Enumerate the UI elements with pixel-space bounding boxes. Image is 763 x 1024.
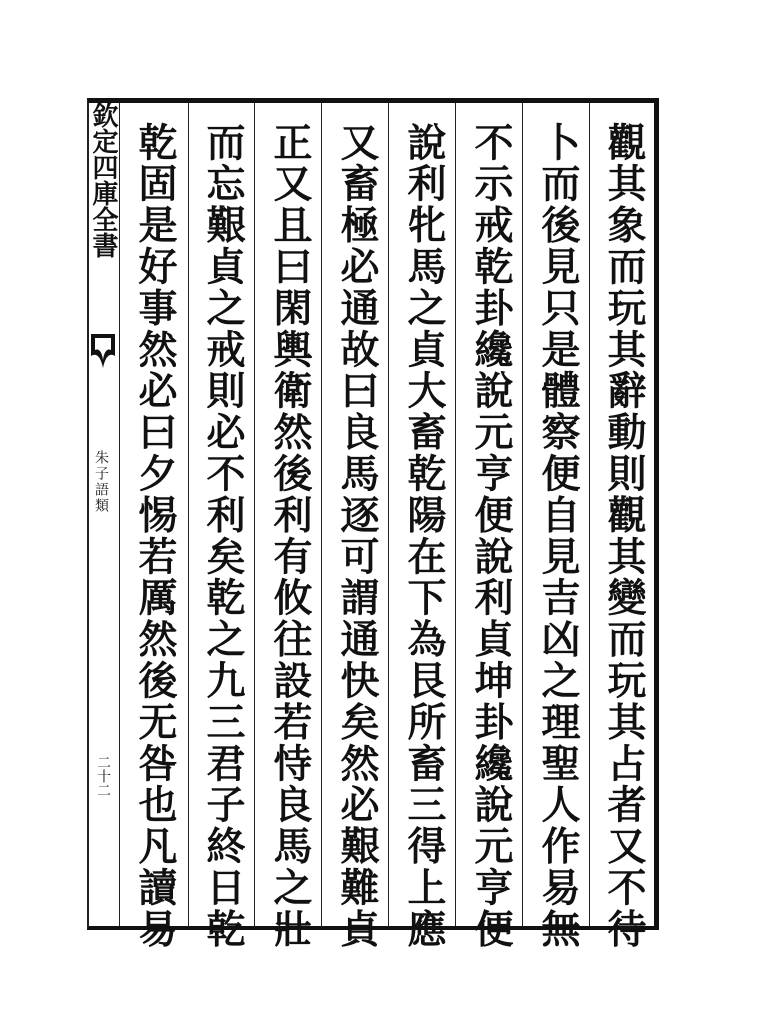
column-divider (321, 103, 322, 926)
text-column-1: 觀其象而玩其辭動則觀其變而玩其占者又不待 (601, 122, 647, 950)
column-divider (522, 103, 523, 926)
text-column-4: 說利牝馬之貞大畜乾陽在下為艮所畜三得上應 (401, 122, 447, 950)
column-divider (388, 103, 389, 926)
page-number: 二十二 (95, 755, 111, 797)
column-divider (589, 103, 590, 926)
fish-tail-mark-icon (87, 330, 119, 376)
text-column-5: 又畜極必通故曰良馬逐可謂通快矣然必艱難貞 (334, 122, 380, 950)
series-title: 欽定四庫全書 (88, 102, 118, 258)
column-divider (188, 103, 189, 926)
text-column-2: 卜而後見只是體察便自見吉凶之理聖人作易無 (535, 122, 581, 950)
column-divider (119, 103, 120, 926)
book-title: 朱子語類 (93, 450, 109, 514)
column-divider (254, 103, 255, 926)
text-column-6: 正又且曰閑輿衛然後利有攸往設若恃良馬之壯 (267, 122, 313, 950)
text-column-8: 乾固是好事然必曰夕惕若厲然後无咎也凡讀易 (132, 122, 178, 950)
text-column-3: 不示戒乾卦纔說元亨便說利貞坤卦纔說元亨便 (468, 122, 514, 950)
text-column-7: 而忘艱貞之戒則必不利矣乾之九三君子終日乾 (200, 122, 246, 950)
column-divider (455, 103, 456, 926)
